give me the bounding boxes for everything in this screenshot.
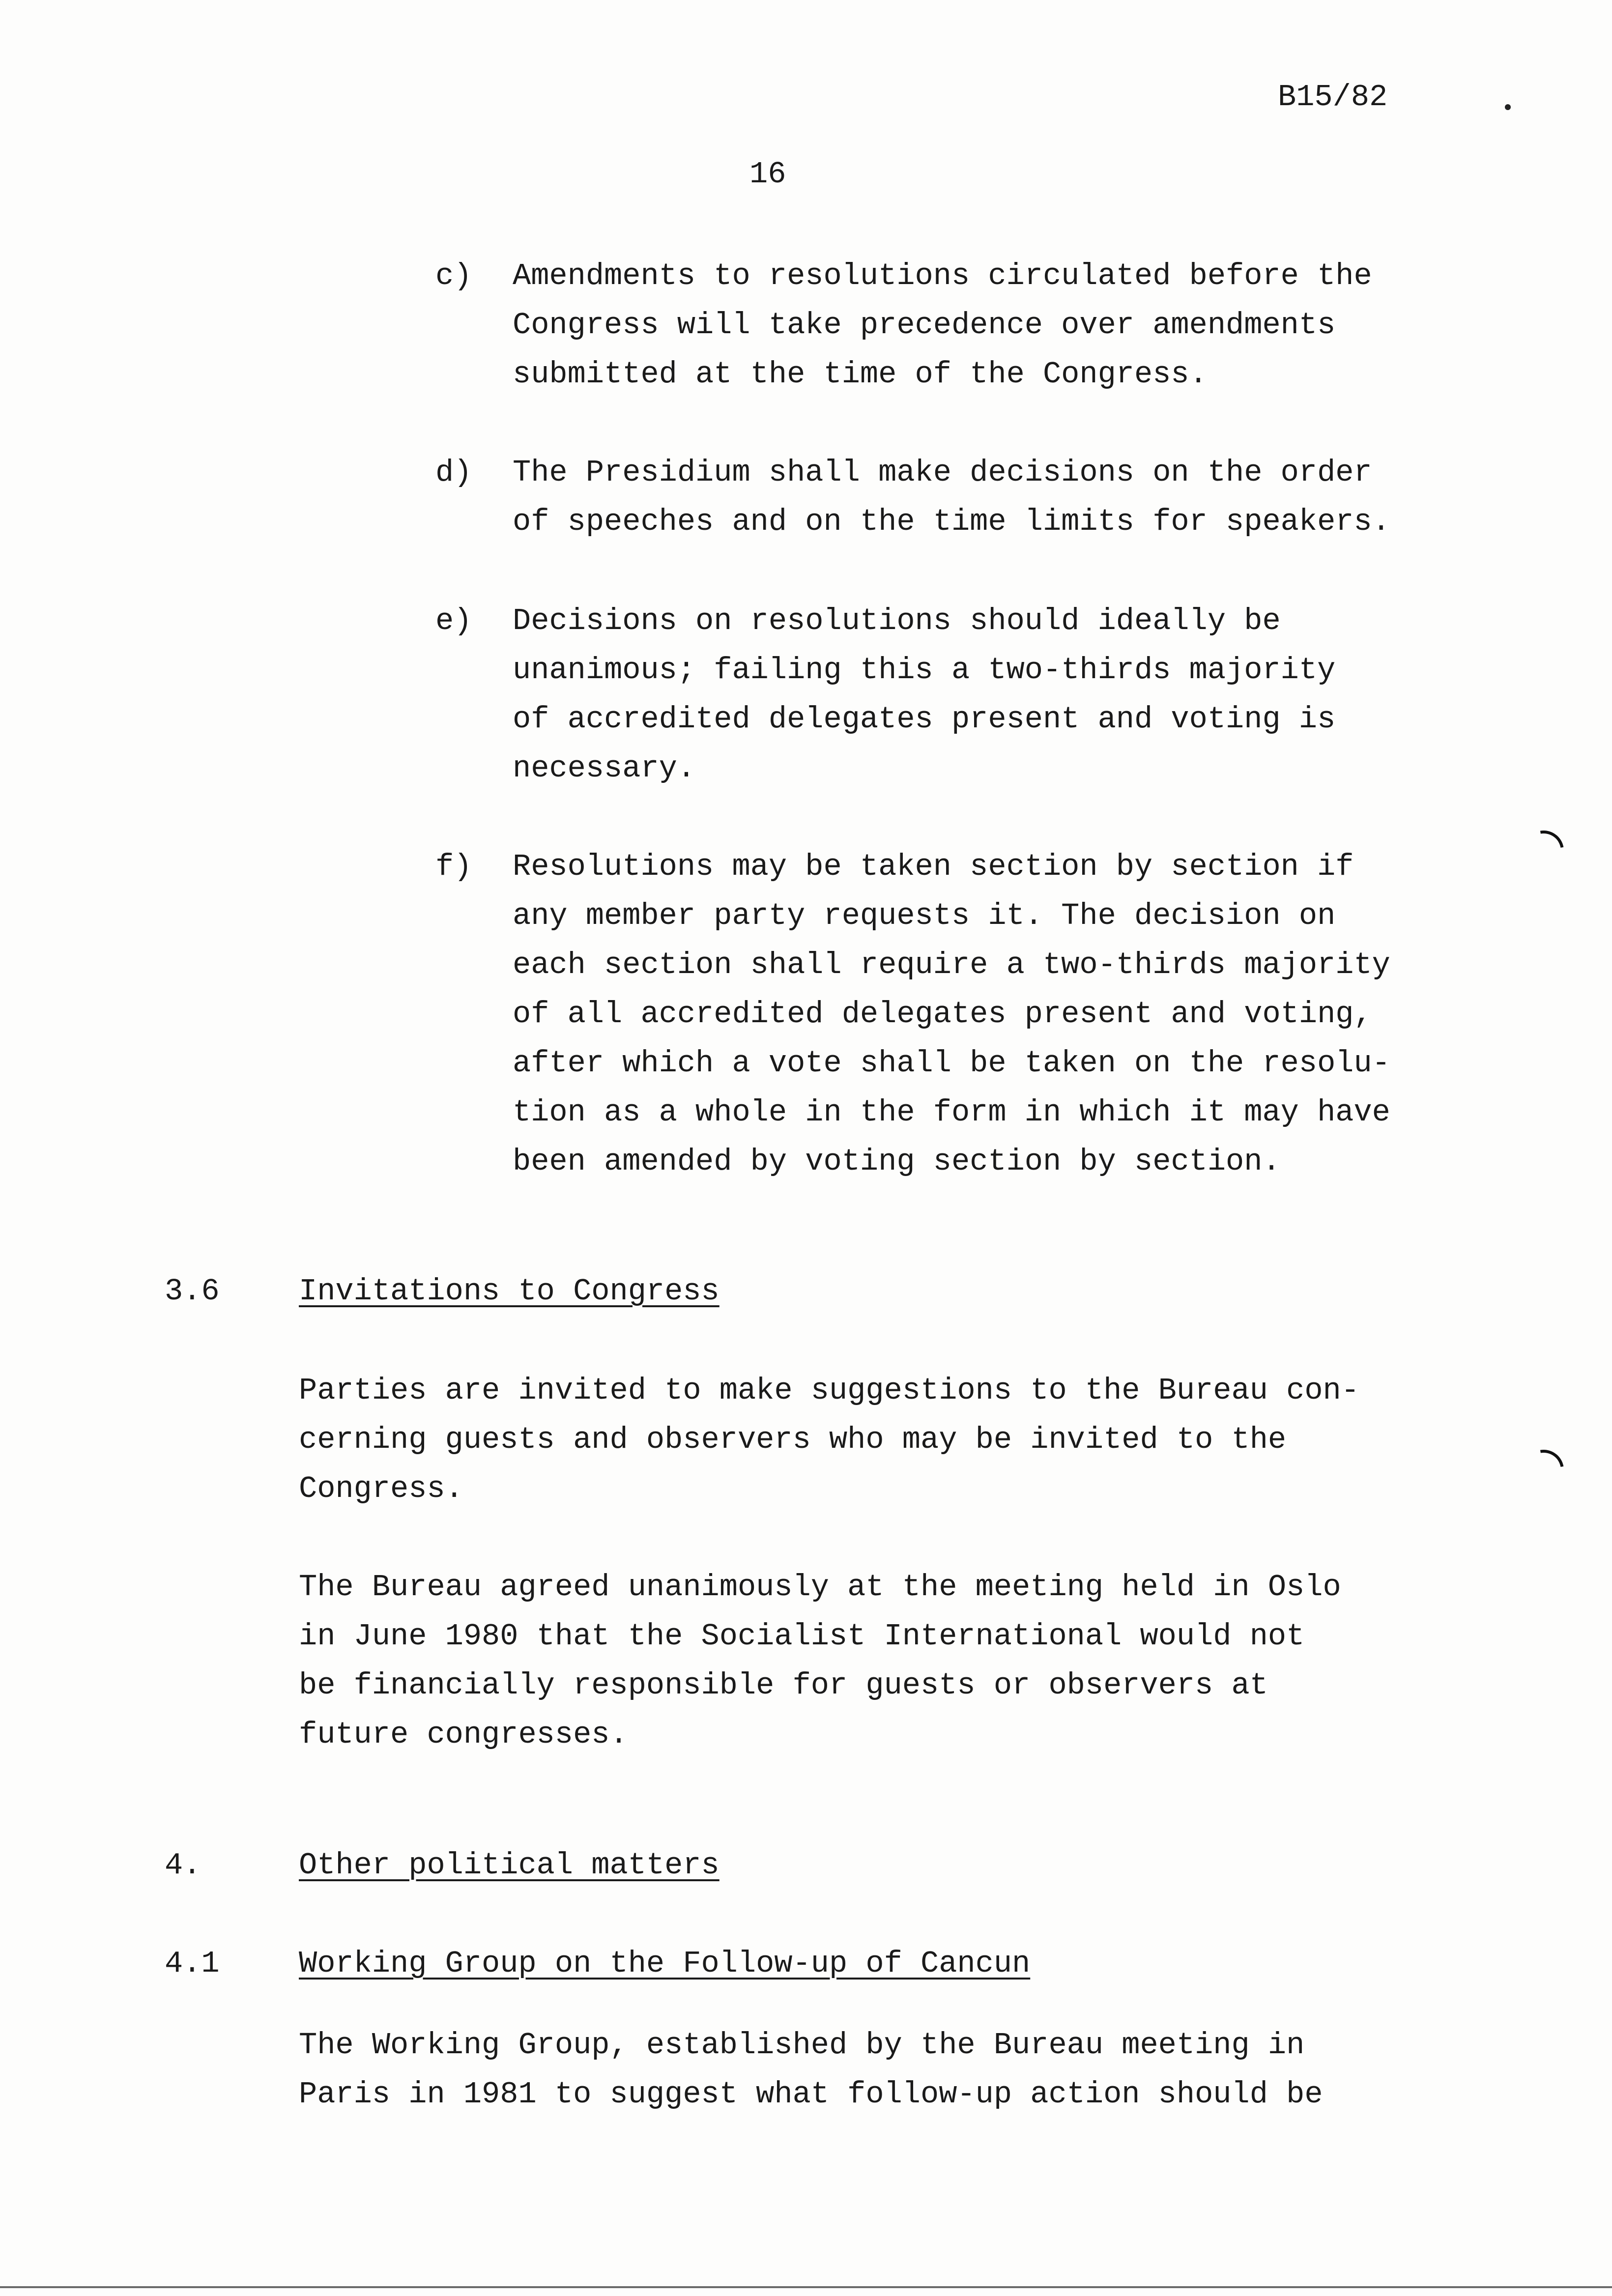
paragraph [299,1366,1503,1514]
item-label: d) [435,455,472,490]
text-line: in June 1980 that the Socialist International would not [299,1619,1305,1654]
text-line: Decisions on resolutions should ideally be [513,603,1281,638]
punch-hole-mark [1516,1442,1572,1498]
punch-hole-mark [1516,823,1572,879]
section-heading: Other political matters [299,1848,720,1883]
item-label: e) [435,603,472,638]
text-line: of speeches and on the time limits for speakers. [513,504,1390,539]
text-line: The Presidium shall make decisions on the order [513,455,1372,490]
text-line: The Bureau agreed unanimously at the meeting held in Oslo [299,1570,1341,1605]
text-line: Congress. [299,1471,463,1506]
item-text [513,597,1496,793]
section-heading: Invitations to Congress [299,1274,720,1309]
page-number: 16 [749,157,786,192]
text-line: each section shall require a two-thirds majority [513,947,1390,982]
section-heading: Working Group on the Follow-up of Cancun [299,1946,1031,1981]
text-line: submitted at the time of the Congress. [513,357,1208,392]
text-line: be financially responsible for guests or observers at [299,1668,1268,1703]
page-edge-rule [0,2286,1612,2288]
text-line: of accredited delegates present and voting is [513,702,1336,737]
text-line: Congress will take precedence over amendments [513,308,1336,343]
item-text [513,842,1496,1186]
item-text [513,448,1496,546]
text-line: cerning guests and observers who may be invited to the [299,1422,1287,1457]
document-reference: B15/82 [1278,80,1388,115]
text-line: any member party requests it. The decision on [513,898,1336,933]
text-line: been amended by voting section by section. [513,1144,1281,1179]
scan-speck [1505,104,1511,110]
item-text [513,252,1496,399]
text-line: Resolutions may be taken section by section if [513,849,1354,884]
text-line: after which a vote shall be taken on the resolu- [513,1046,1390,1081]
section-number: 3.6 [165,1274,220,1309]
item-label: f) [435,849,472,884]
paragraph [299,2021,1503,2119]
section-number: 4.1 [165,1946,220,1981]
paragraph [299,1563,1503,1759]
text-line: Parties are invited to make suggestions to the Bureau con- [299,1373,1359,1408]
text-line: tion as a whole in the form in which it may have [513,1095,1390,1130]
text-line: of all accredited delegates present and voting, [513,997,1372,1032]
text-line: necessary. [513,751,696,786]
item-label: c) [435,258,472,293]
text-line: Paris in 1981 to suggest what follow-up action should be [299,2077,1323,2112]
text-line: The Working Group, established by the Bureau meeting in [299,2028,1305,2063]
section-number: 4. [165,1848,202,1883]
text-line: Amendments to resolutions circulated before the [513,258,1372,293]
text-line: future congresses. [299,1717,628,1752]
text-line: unanimous; failing this a two-thirds majority [513,653,1336,688]
